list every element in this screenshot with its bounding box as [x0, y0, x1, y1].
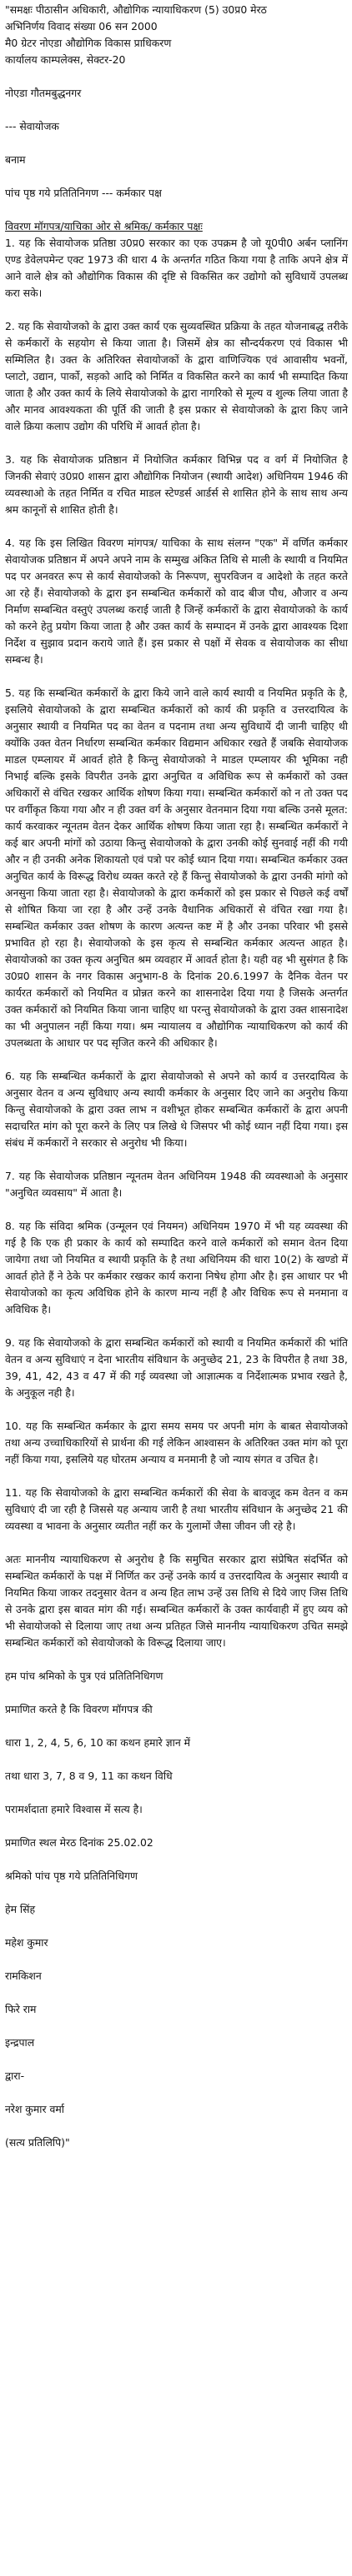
- employer-role: --- सेवायोजक: [5, 120, 59, 132]
- paragraph-4: 4. यह कि इस लिखित विवरण मांगपत्र/ याचिका के साथ संलग्न "एक" में वर्णित कर्मकार सेवायोजक प्रतिष्ठान में अपने अपने नाम के सम्मुख अंकित तिथि से माली के स्थायी व नियमित पद पर अनवरत रूप से कार्य सेवायोजको के निरूपण, सुपरविजन व आदेशो के तहत करते आ रहे हैं। सेवायोजको के द्वारा इन सम्बन्धित कर्मकारों को वाद बीज पौध, औजार व अन्य निर्माण सम्बन्धित वस्तुएं उपलब्ध कराई जाती है जिन्हें कर्मकारों के द्वारा सेवायोजको के कार्य को करने हेतु प्रयोग किया जाता है और उक्त कार्य के सम्पादन में उनके द्वारा आवश्यक दिशा निर्देश व सुझाव प्रदान कराये जाते हैं। इस प्रकार से पक्षों में सेवक व सेवायोजक का सीधा सम्बन्ध है।: [5, 537, 348, 666]
- signatory-5: इन्द्रपाल: [5, 2036, 35, 2049]
- paragraph-11: 11. यह कि सेवायोजको के द्वारा सम्बन्धित कर्मकारों की सेवा के बावजूद कम वेतन व कम सुविधाएं दी जा रही है जिससे यह अन्याय जारी है तथा भारतीय संविधान के अनुच्छेद 21 की व्यवस्था व भावना के अनुसार व्यतीत नहीं कर के गुलामों जैसा जीवन जी रहे है।: [5, 1486, 348, 1532]
- signatory-4: फिरे राम: [5, 2003, 37, 2015]
- through-label: द्वारा-: [5, 2069, 25, 2082]
- paragraph-10: 10. यह कि सम्बन्धित कर्मकार के द्वारा समय समय पर अपनी मांग के बाबत सेवायोजको तथा अन्य उच्चाधिकारियों से प्रार्थना की गई लेकिन आश्वासन के अतिरिक्त उक्त मांग को पूरा नहीं किया गया, इसलिये यह घोरतम अन्याय व मनमानी है जो न्याय संगत व उचित है।: [5, 1420, 348, 1465]
- verification-line-2: प्रमाणित करते है कि विवरण मॉगपत्र की: [5, 1703, 153, 1715]
- paragraph-2: 2. यह कि सेवायोजको के द्वारा उक्त कार्य एक सुव्यवस्थित प्रक्रिया के तहत योजनाबद्ध तरीके से कर्मकारों के सहयोग से किया जाता है। जिसमें क्षेत्र का सौन्दर्यकरण एवं विकास भी सम्मिलित है। उक्त के अतिरिक्त सेवायोजकों के द्वारा वाणिज्यिक एवं आवासीय भवनों, प्लाटो, उद्यान, पार्को, सड़को आदि को निर्मित व विकसित करने का कार्य भी सम्पादित किया जाता है और उक्त कार्य के लिये सेवायोजको के द्वारा नागरिको से मूल्य व शुल्क लिया जाता है और मानव आवश्यकता की पूर्ति की जाती है इस प्रकार से सेवायोजको के द्वारा किए जाने वाले क्रिया कलाप उद्योग की परिधि में आवर्त होता है।: [5, 320, 348, 432]
- paragraph-3: 3. यह कि सेवायोजक प्रतिष्ठान में नियोजित कर्मकार विभिन्न पद व वर्ग में नियोजित है जिनकी सेवाएं उ0प्र0 शासन द्वारा औद्योगिक नियोजन (स्थायी आदेश) अधिनियम 1946 की व्यवस्थाओ के तहत निर्मित व रचित माडल स्टेण्डर्स आर्डर्स से शासित होने के साथ साथ अन्य श्रम कानूनों से शासित होती है।: [5, 453, 348, 516]
- verification-line-3: धारा 1, 2, 4, 5, 6, 10 का कथन हमारे ज्ञान में: [5, 1736, 191, 1749]
- verification-line-4: तथा धारा 3, 7, 8 व 9, 11 का कथन विधि: [5, 1770, 173, 1782]
- document-title-line-2: अभिनिर्णय विवाद संख्या 06 सन 2000: [5, 20, 158, 32]
- verification-line-5: परामर्शदाता हमारे विश्वास में सत्य है।: [5, 1803, 143, 1815]
- statement-heading: विवरण मॉगपत्र/याचिका ओर से श्रमिक/ कर्मकार पक्षः: [5, 220, 203, 232]
- employer-name: मै0 ग्रेटर नोएडा औद्योगिक विकास प्राधिकरण: [5, 37, 172, 49]
- true-copy-note: (सत्य प्रतिलिपि)": [5, 2136, 70, 2149]
- prayer-paragraph: अतः माननीय न्यायाधिकरण से अनुरोध है कि समुचित सरकार द्वारा संप्रेषित संदर्भित को सम्बन्धित कर्मकारों के पक्ष में निर्णित कर उन्हें उनके कार्य व उत्तरदायित्व के अनुसार स्थायी व नियमित किया जाकर तदनुसार वेतन व अन्य हित लाभ उन्हें उस तिथि से दिये जाए जिस तिथि से उनके द्वारा इस बावत मांग की गई। सम्बन्धित कर्मकारों के उक्त कार्यवाही में हुए व्यय को भी सेवायोजको से दिलाया जाए तथा अन्य प्रतिहत जिसे माननीय न्यायाधिकरण उचित समझे सम्बन्धित कर्मकारों को सेवायोजको के विरूद्ध दिलाया जाए।: [5, 1553, 348, 1649]
- workers-party: पांच पृष्ठ गये प्रतितिनिगण --- कर्मकार पक्ष: [5, 187, 162, 199]
- versus-label: बनाम: [5, 153, 26, 166]
- signatory-1: हेम सिंह: [5, 1903, 36, 1915]
- document-title-line-1: "समक्षः पीठासीन अधिकारी, औद्योगिक न्यायाधिकरण (5) उ0प्र0 मेरठ: [5, 3, 267, 16]
- paragraph-1: 1. यह कि सेवायोजक प्रतिष्ठा उ0प्र0 सरकार का एक उपक्रम है जो यू0पी0 अर्बन प्लानिंग एण्ड डेवेलपमेन्ट एक्ट 1973 की धारा 4 के अन्तर्गत गठित किया गया है ताकि अपने क्षेत्र में आने वाले क्षेत्र को औद्योगिक विकास की दृष्टि से विकसित कर उद्योगो को सुविधायें उपलब्ध करा सके।: [5, 237, 348, 299]
- verification-line-7: श्रमिको पांच पृष्ठ गये प्रतितिनिधिगण: [5, 1870, 138, 1882]
- verification-line-1: हम पांच श्रमिको के पुत्र एवं प्रतितिनिधिगण: [5, 1670, 163, 1682]
- employer-address-2: नोएडा गौतमबुद्धनगर: [5, 87, 82, 99]
- paragraph-8: 8. यह कि संविदा श्रमिक (उन्मूलन एवं नियमन) अधिनियम 1970 में भी यह व्यवस्था की गई है कि एक ही प्रकार के कार्य को सम्पादित करने वाले कर्मकारों को समान वेतन दिया जायेगा तथा जो नियमित व स्थायी प्रकृति के है तथा अधिनियम की धारा 10(2) के खण्डो में आवर्त होते हैं ने ठेके पर कर्मकार रखकर कार्य कराना निषेध होगा और है। इस आधार पर भी सेवायोजको का कृत्य अविधिक होने के कारण मान्य नहीं है और विधिक रूप से मनमाना व अविधिक है।: [5, 1220, 348, 1315]
- verification-line-6: प्रमाणित स्थल मेरठ दिनांक 25.02.02: [5, 1836, 153, 1849]
- paragraph-6: 6. यह कि सम्बन्धित कर्मकारों के द्वारा सेवायोजको से अपने को कार्य व उत्तरदायित्व के अनुसार वेतन व अन्य सुविधाए अन्य स्थायी कर्मकार के अनुसार दिए जाने का अनुरोध किया किन्तु सेवायोजको के द्वारा उक्त लाभ न वशीभूत होकर सम्बन्धित कर्मकारों के द्वारा अपनी सदाचरित मांग को पूरा करने के लिए पत्र लिखे थे जिसपर भी कोई ध्यान नहीं दिया गया। इस संबंध में कर्मकारों ने सरकार से अनुरोध भी किया।: [5, 1070, 348, 1149]
- paragraph-5: 5. यह कि सम्बन्धित कर्मकारों के द्वारा किये जाने वाले कार्य स्थायी व नियमित प्रकृति के है, इसलिये सेवायोजको के द्वारा सम्बन्धित कर्मकारों को कार्य की प्रकृति व उत्तरदायित्व के अनुसार स्थायी व नियमित पद का वेतन व पदनाम तथा अन्य सुविधायें दी जानी चाहिए थी क्योंकि उक्त वेतन निर्धारण सम्बन्धित कर्मकार विद्यमान अधिकार रखते हैं जबकि सेवायोजक माडल एम्प्लायर में आवर्त होते है किन्तु सेवायोजको ने माडल एम्प्लायर की भूमिका नही निभाई बल्कि इसके विपरीत उनके द्वारा अनुचित व अविधिक रूप से कर्मकारों को उक्त अधिकारों से वंचित रखकर आर्थिक शोषण किया गया। सम्बन्धित कर्मकारों को न तो उक्त पद पर वर्गीकृत किया गया और न ही उक्त वर्ग के अनुसार वेतनमान दिया गया बल्कि उनसे मूलत: कार्य करवाकर न्यूनतम वेतन देकर आर्थिक शोषण किया जाता रहा है। सम्बन्धित कर्मकारों ने कई बार अपनी मांगों को उठाया किन्तु सेवायोजको के द्वारा उनकी कोई सुनवाई नहीं की गयी और न ही उनकी अनेक शिकायतो एवं पत्रो पर कोई ध्यान दिया गया। सम्बन्धित कर्मकार उक्त अनुचित कार्य के विरूद्ध विरोध व्यक्त करते रहे हैं किन्तु सेवायोजको के द्वारा उनकी मांगो को अनसुना किया जाता रहा है। सेवायोजको के द्वारा कर्मकारों को इस प्रकार से पिछले कई वर्षों से शोषित किया जा रहा है और उन्हें उनके वैधानिक अधिकारों से वंचित रखा गया है। सम्बन्धित कर्मकार उक्त शोषण के कारण अत्यन्त कष्ट में है और उनका परिवार भी इससे प्रभावित हो रहा है। सेवायोजको के इस कृत्य से सम्बन्धित कर्मकार अत्यन्त आहत है। सेवायोजको का उक्त कृत्य अनुचित श्रम व्यवहार में आवर्त होता है। यही वह भी सुसंगत है कि उ0प्र0 शासन के नगर विकास अनुभाग-8 के दिनांक 20.6.1997 के दैनिक वेतन पर कार्यरत कर्मकारों को नियमित व प्रोन्नत करने का शासनादेश दिया गया है जिसके अन्तर्गत उक्त कर्मकारों को नियमित किया जाना चाहिए था परन्तु सेवायोजको के द्वारा उक्त शासनादेश का भी अनुपालन नहीं किया गया। श्रम न्यायालय व औद्योगिक न्यायाधिकरण को कार्य की उपलब्धता के आधार पर पद सृजित करने की अधिकार है।: [5, 686, 348, 1049]
- paragraph-9: 9. यह कि सेवायोजको के द्वारा सम्बन्धित कर्मकारों को स्थायी व नियमित कर्मकारों की भांति वेतन व अन्य सुविधाएं न देना भारतीय संविधान के अनुच्छेद 21, 23 के विपरीत है तथा 38, 39, 41, 42, 43 व 47 में की गई व्यवस्था जो आज्ञात्मक व निर्देशात्मक प्रभाव रखते है, के अनुकूल नही है।: [5, 1336, 348, 1399]
- employer-address-1: कार्यालय काम्पलेक्स, सेक्टर-20: [5, 53, 126, 66]
- signatory-3: रामकिशन: [5, 1969, 42, 1982]
- paragraph-7: 7. यह कि सेवायोजक प्रतिष्ठान न्यूनतम वेतन अधिनियम 1948 की व्यवस्थाओ के अनुसार "अनुचित व्यवसाय" में आता है।: [5, 1170, 348, 1199]
- advocate-name: नरेश कुमार वर्मा: [5, 2103, 64, 2115]
- signatory-2: महेश कुमार: [5, 1936, 48, 1949]
